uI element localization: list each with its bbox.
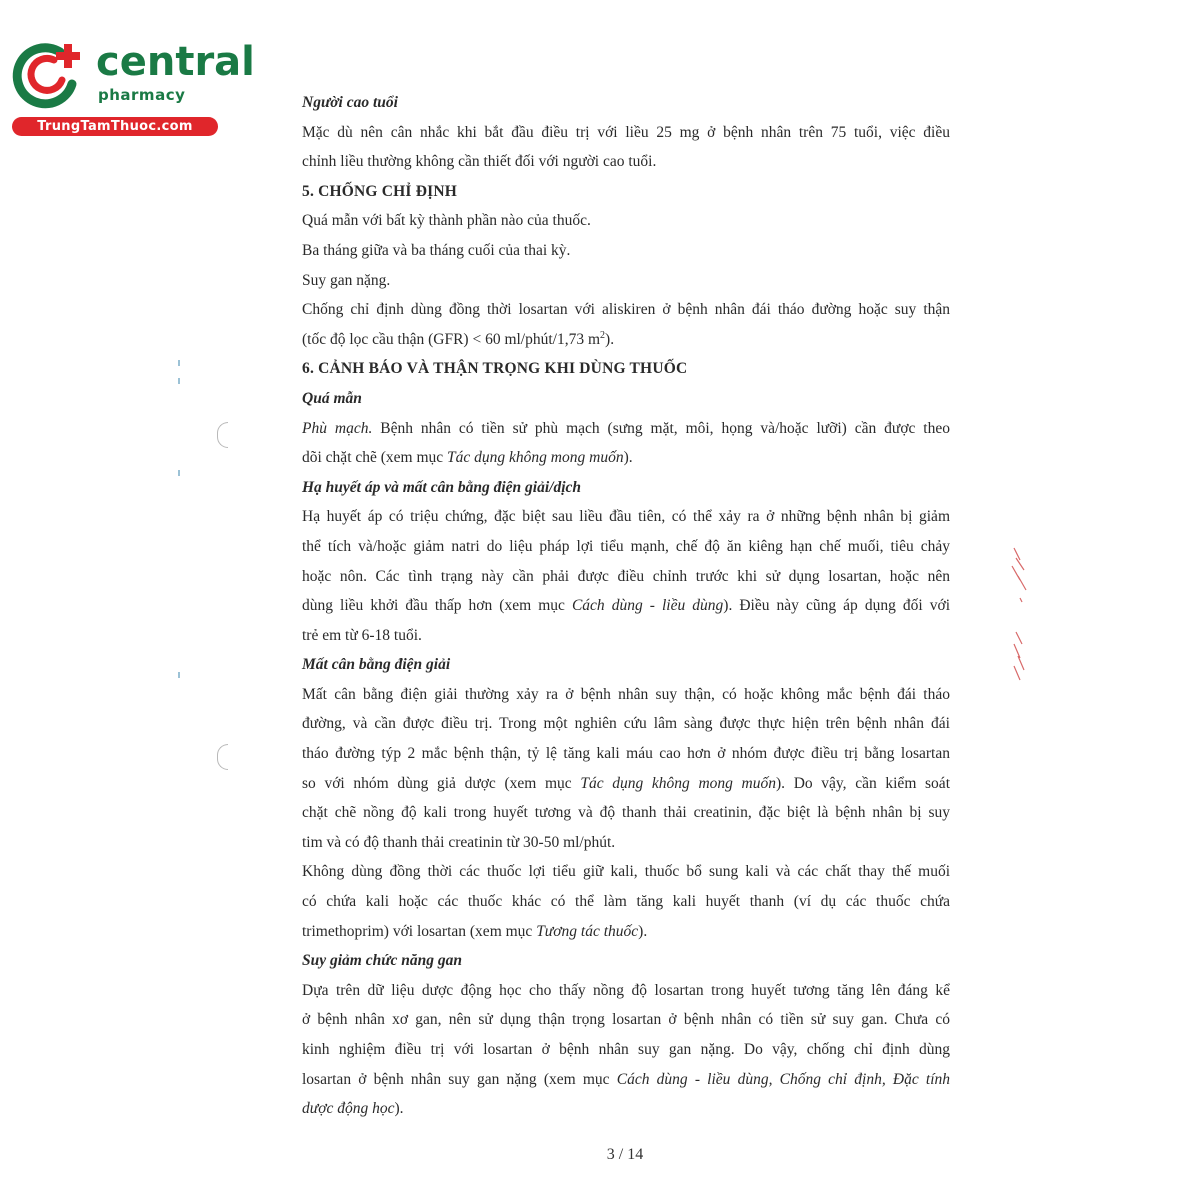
text-run: ).: [394, 1100, 404, 1118]
pharmacy-cross-logo-icon: [10, 38, 90, 110]
section-title-elderly: Người cao tuổi: [302, 94, 398, 111]
document-body: [302, 88, 950, 1124]
paragraph-line: kinh nghiệm điều trị với losartan ở bệnh nhân suy gan nặng. Do vậy, chống chỉ định dùng: [302, 1041, 950, 1058]
scan-tick: [178, 470, 180, 476]
cross-reference: Cách dùng - liều dùng: [571, 597, 724, 615]
section-title-hypotension: Hạ huyết áp và mất cân bằng điện giải/dịch: [302, 478, 582, 496]
text-run: ). Điều này cũng áp dụng đối với: [723, 597, 950, 615]
paragraph-line: [302, 769, 950, 799]
paragraph-line: [302, 1094, 950, 1124]
paragraph-line: Mặc dù nên cân nhắc khi bắt đầu điều trị với liều 25 mg ở bệnh nhân trên 75 tuổi, việc điều: [302, 123, 950, 141]
heading-contraindications: 5. CHỐNG CHỈ ĐỊNH: [302, 182, 457, 200]
paragraph-line: [302, 591, 950, 621]
gfr-text: (tốc độ lọc cầu thận (GFR) < 60 ml/phút/1,73 m: [302, 330, 601, 348]
angioedema-label: Phù mạch.: [302, 419, 373, 437]
text-run: dùng liều khởi đầu thấp hơn (xem mục: [302, 597, 572, 615]
red-stamp-mark: [1006, 540, 1036, 690]
paragraph-line: tim và có độ thanh thải creatinin từ 30-50 ml/phút.: [302, 833, 616, 851]
paragraph-line: trẻ em từ 6-18 tuổi.: [302, 626, 422, 644]
paragraph-line: Hạ huyết áp có triệu chứng, đặc biệt sau liều đầu tiên, có thể xảy ra ở những bệnh nhân bị giảm: [302, 508, 950, 526]
scan-tick: [178, 378, 180, 384]
cross-reference: dược động học: [302, 1100, 395, 1118]
brand-site: TrungTamThuoc.com: [12, 117, 218, 136]
paragraph-line: [302, 917, 950, 947]
scan-tick: [178, 360, 180, 366]
text-run: so với nhóm dùng giả dược (xem mục: [302, 774, 581, 792]
cross-reference: Tương tác thuốc: [536, 922, 639, 940]
paragraph-line: chặt chẽ nồng độ kali trong huyết tương và độ thanh thải creatinin, đặc biệt là bệnh nhân bị suy: [302, 804, 950, 822]
text-run: Bệnh nhân có tiền sử phù mạch (sưng mặt, môi, họng và/hoặc lưỡi) cần được theo: [372, 419, 950, 437]
contraindication-item: Chống chỉ định dùng đồng thời losartan với aliskiren ở bệnh nhân đái tháo đường hoặc suy thận: [302, 301, 950, 319]
paragraph-line: Dựa trên dữ liệu dược động học cho thấy nồng độ losartan trong huyết tương tăng lên đáng kể: [302, 981, 950, 999]
cross-reference: Tác dụng không mong muốn: [580, 774, 776, 792]
brand-subtitle: pharmacy: [98, 86, 186, 104]
paragraph-line: tháo đường týp 2 mắc bệnh thận, tỷ lệ tăng kali máu cao hơn ở nhóm được điều trị bằng losartan: [302, 745, 950, 763]
contraindication-item: Ba tháng giữa và ba tháng cuối của thai kỳ.: [302, 241, 571, 259]
gfr-superscript: 2: [600, 329, 606, 341]
paragraph-line: có chứa kali hoặc các thuốc khác có thể làm tăng kali huyết thanh (ví dụ các thuốc chứa: [302, 893, 950, 911]
paragraph-line: Mất cân bằng điện giải thường xảy ra ở bệnh nhân suy thận, có hoặc không mắc bệnh đái tháo: [302, 685, 950, 703]
paragraph-line: ở bệnh nhân xơ gan, nên sử dụng thận trọng losartan ở bệnh nhân có tiền sử suy gan. Chưa có: [302, 1011, 950, 1029]
scan-tick: [178, 672, 180, 678]
gfr-end: ).: [605, 330, 615, 348]
punch-hole-mark: [217, 422, 228, 448]
section-title-liver: Suy giảm chức năng gan: [302, 952, 463, 970]
text-run: ).: [623, 449, 633, 467]
page-number: 3 / 14: [606, 1146, 644, 1163]
section-title-hypersensitivity: Quá mẫn: [302, 389, 362, 407]
contraindication-item: Suy gan nặng.: [302, 271, 391, 289]
paragraph-line: [302, 414, 950, 444]
paragraph-line: [302, 443, 950, 473]
paragraph-line: [302, 325, 950, 355]
paragraph-line: thể tích và/hoặc giảm natri do liệu pháp lợi tiểu mạnh, chế độ ăn kiêng hạn chế muối, tiêu chảy: [302, 537, 950, 555]
punch-hole-mark: [217, 744, 228, 770]
text-run: dõi chặt chẽ (xem mục: [302, 449, 448, 467]
text-run: trimethoprim) với losartan (xem mục: [302, 922, 537, 940]
text-run: ). Do vậy, cần kiểm soát: [776, 774, 950, 792]
paragraph-line: [302, 1065, 950, 1095]
section-title-electrolyte: Mất cân bằng điện giải: [302, 656, 451, 674]
cross-reference: Tác dụng không mong muốn: [447, 449, 624, 467]
contraindication-item: Quá mẫn với bất kỳ thành phần nào của thuốc.: [302, 212, 591, 230]
brand-name: central: [96, 39, 255, 85]
paragraph-line: hoặc nôn. Các tình trạng này cần phải được điều chỉnh trước khi sử dụng losartan, hoặc nên: [302, 567, 950, 585]
heading-warnings: 6. CẢNH BÁO VÀ THẬN TRỌNG KHI DÙNG THUỐC: [302, 360, 688, 378]
paragraph-line: Không dùng đồng thời các thuốc lợi tiểu giữ kali, thuốc bổ sung kali và các chất thay thế muối: [302, 863, 950, 881]
paragraph-line: đường, và cần được điều trị. Trong một nghiên cứu lâm sàng được thực hiện trên bệnh nhân đái: [302, 715, 950, 733]
cross-reference: Cách dùng - liều dùng, Chống chỉ định, Đặc tính: [616, 1070, 950, 1088]
text-run: losartan ở bệnh nhân suy gan nặng (xem mục: [302, 1070, 617, 1088]
paragraph-line: chỉnh liều thường không cần thiết đối với người cao tuổi.: [302, 153, 657, 171]
text-run: ).: [638, 922, 648, 940]
central-pharmacy-logo: [8, 38, 255, 138]
